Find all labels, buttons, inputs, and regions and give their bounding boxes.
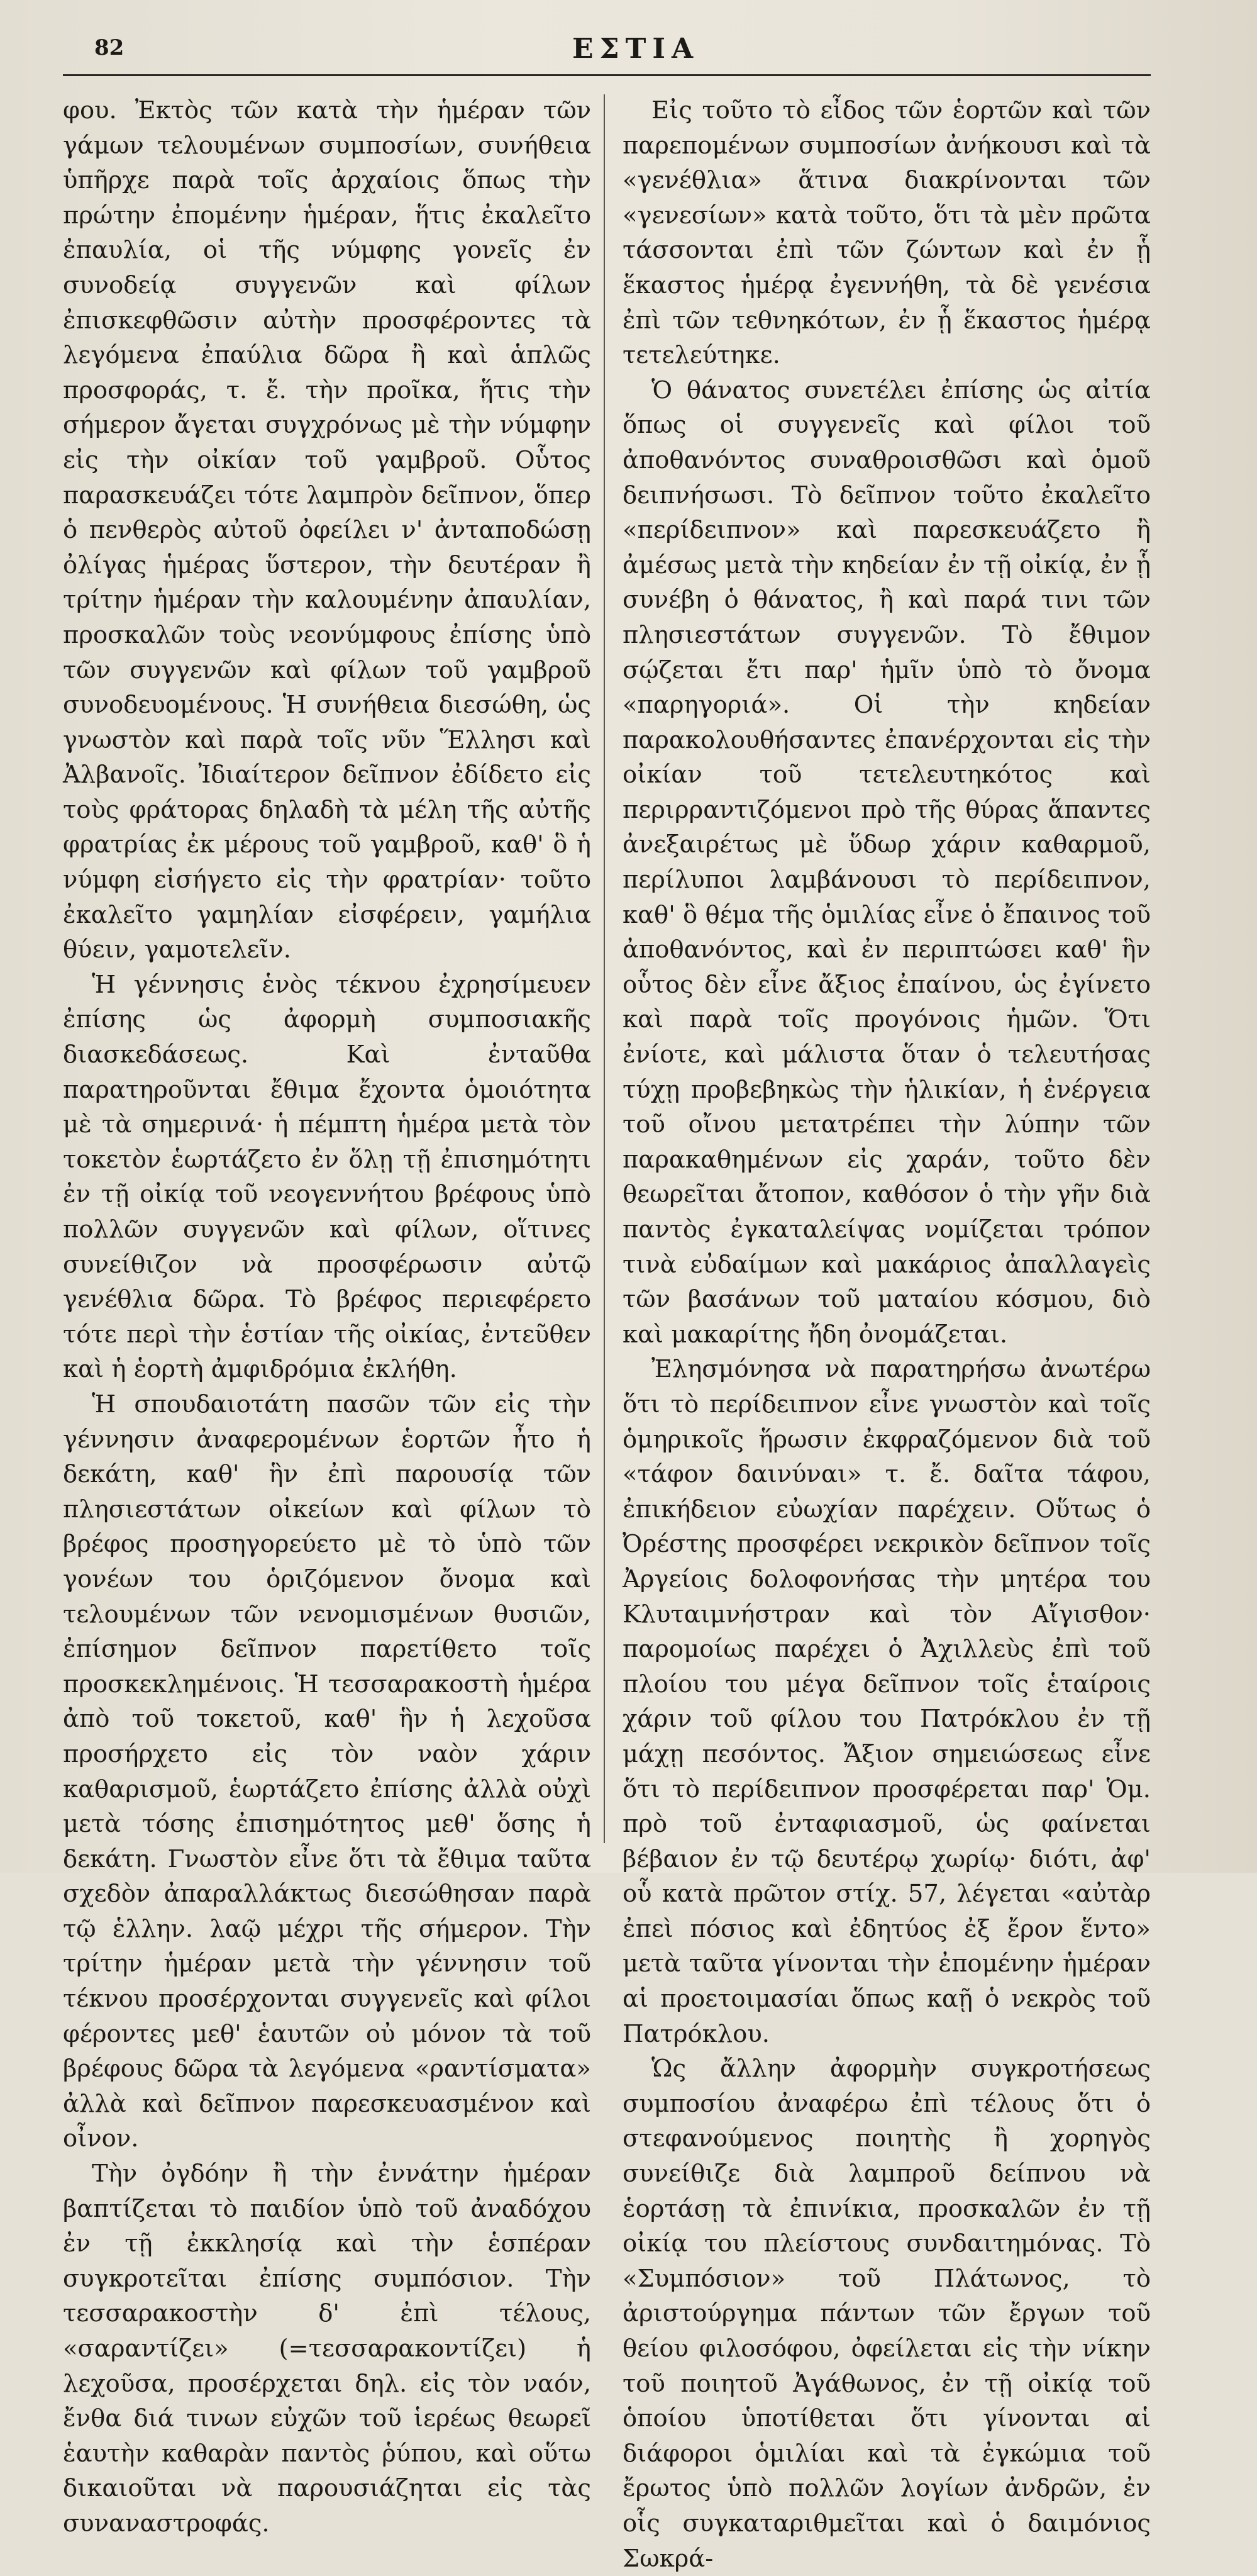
paragraph: Ὁ θάνατος συνετέλει ἐπίσης ὡς αἰτία ὅπως οἱ συγγενεῖς καὶ φίλοι τοῦ ἀποθανόντος συναθροισθῶσι καὶ ὁμοῦ δειπνήσωσι. Τὸ δεῖπνον τοῦτο ἐκαλεῖτο «περίδειπνον» καὶ παρεσκευάζετο ἢ ἀμέσως μετὰ τὴν κηδείαν ἐν τῇ οἰκίᾳ, ἐν ᾗ συνέβη ὁ θάνατος, ἢ καὶ παρά τινι τῶν πλησιεστάτων συγγενῶν. Τὸ ἔθιμον σῴζεται ἔτι παρ' ἡμῖν ὑπὸ τὸ ὄνομα «παρηγοριά». Οἱ τὴν κηδείαν παρακολουθήσαντες ἐπανέρχονται εἰς τὴν οἰκίαν τοῦ τετελευτηκότος καὶ περιρραντιζόμενοι πρὸ τῆς θύρας ἅπαντες ἀνεξαιρέτως μὲ ὕδωρ χάριν καθαρμοῦ, περίλυποι λαμβάνουσι τὸ περίδειπνον, καθ' ὃ θέμα τῆς ὁμιλίας εἶνε ὁ ἔπαινος τοῦ ἀποθανόντος, καὶ ἐν περιπτώσει καθ' ἣν οὗτος δὲν εἶνε ἄξιος ἐπαίνου, ὡς ἐγίνετο καὶ παρὰ τοῖς προγόνοις ἡμῶν. Ὅτι ἐνίοτε, καὶ μάλιστα ὅταν ὁ τελευτήσας τύχῃ προβεβηκὼς τὴν ἡλικίαν, ἡ ἐνέργεια τοῦ οἴνου μετατρέπει τὴν λύπην τῶν παρακαθημένων εἰς χαράν, τοῦτο δὲν θεωρεῖται ἄτοπον, καθόσον ὁ τὴν γῆν διὰ παντὸς ἐγκαταλείψας νομίζεται τρόπον τινὰ εὐδαίμων καὶ μακάριος ἀπαλλαγεὶς τῶν βασάνων τοῦ ματαίου κόσμου, διὸ καὶ μακαρίτης ἤδη ὀνομάζεται. [623, 376, 1151, 1349]
paragraph: Τὴν ὀγδόην ἢ τὴν ἐννάτην ἡμέραν βαπτίζεται τὸ παιδίον ὑπὸ τοῦ ἀναδόχου ἐν τῇ ἐκκλησίᾳ καὶ τὴν ἑσπέραν συγκροτεῖται ἐπίσης συμπόσιον. Τὴν τεσσαρακοστὴν δ' ἐπὶ τέλους, «σαραντίζει» (=τεσσαρακοντίζει) ἡ λεχοῦσα, προσέρχεται δηλ. εἰς τὸν ναόν, ἔνθα διά τινων εὐχῶν τοῦ ἱερέως θεωρεῖ ἑαυτὴν καθαρὰν παντὸς ῥύπου, καὶ οὕτω δικαιοῦται νὰ παρουσιάζηται εἰς τὰς συναναστροφάς. [63, 2160, 591, 2538]
paragraph: Εἰς τοῦτο τὸ εἶδος τῶν ἑορτῶν καὶ τῶν παρεπομένων συμποσίων ἀνήκουσι καὶ τὰ «γενέθλια» ἅτινα διακρίνονται τῶν «γενεσίων» κατὰ τοῦτο, ὅτι τὰ μὲν πρῶτα τάσσονται ἐπὶ τῶν ζώντων καὶ ἐν ᾗ ἕκαστος ἡμέρᾳ ἐγεννήθη, τὰ δὲ γενέσια ἐπὶ τῶν τεθνηκότων, ἐν ᾗ ἕκαστος ἡμέρᾳ τετελεύτηκε. [623, 96, 1151, 370]
paragraph: Ἐλησμόνησα νὰ παρατηρήσω ἀνωτέρω ὅτι τὸ περίδειπνον εἶνε γνωστὸν καὶ τοῖς ὁμηρικοῖς ἥρωσιν ἐκφραζόμενον διὰ τοῦ «τάφον δαινύναι» τ. ἔ. δαῖτα τάφου, ἐπικήδειον εὐωχίαν παρέχειν. Οὕτως ὁ Ὀρέστης προσφέρει νεκρικὸν δεῖπνον τοῖς Ἀργείοις δολοφονήσας τὴν μητέρα του Κλυταιμνήστραν καὶ τὸν Αἴγισθον· παρομοίως παρέχει ὁ Ἀχιλλεὺς ἐπὶ τοῦ πλοίου του μέγα δεῖπνον τοῖς ἑταίροις χάριν τοῦ φίλου του Πατρόκλου ἐν τῇ μάχῃ πεσόντος. Ἄξιον σημειώσεως εἶνε ὅτι τὸ περίδειπνον προσφέρεται παρ' Ὁμ. πρὸ τοῦ ἐνταφιασμοῦ, ὡς φαίνεται βέβαιον ἐν τῷ δευτέρῳ χωρίῳ· διότι, ἀφ' οὗ κατὰ πρῶτον στίχ. 57, λέγεται «αὐτὰρ ἐπεὶ πόσιος καὶ ἐδητύος ἐξ ἔρον ἕντο» μετὰ ταῦτα γίνονται τὴν ἐπομένην ἡμέραν αἱ προετοιμασίαι ὅπως καῇ ὁ νεκρὸς τοῦ Πατρόκλου. [623, 1355, 1151, 2048]
column-divider [604, 94, 605, 1843]
header-rule [63, 74, 1151, 76]
page-number: 82 [94, 35, 125, 60]
left-column [63, 93, 591, 2541]
right-column [623, 93, 1151, 2576]
paragraph: φου. Ἐκτὸς τῶν κατὰ τὴν ἡμέραν τῶν γάμων τελουμένων συμποσίων, συνήθεια ὑπῆρχε παρὰ τοῖς ἀρχαίοις ὅπως τὴν πρώτην ἐπομένην ἡμέραν, ἥτις ἐκαλεῖτο ἐπαυλία, οἱ τῆς νύμφης γονεῖς ἐν συνοδείᾳ συγγενῶν καὶ φίλων ἐπισκεφθῶσιν αὐτὴν προσφέροντες τὰ λεγόμενα ἐπαύλια δῶρα ἢ καὶ ἁπλῶς προσφοράς, τ. ἔ. τὴν προῖκα, ἥτις τὴν σήμερον ἄγεται συγχρόνως μὲ τὴν νύμφην εἰς τὴν οἰκίαν τοῦ γαμβροῦ. Οὗτος παρασκευάζει τότε λαμπρὸν δεῖπνον, ὅπερ ὁ πενθερὸς αὐτοῦ ὀφείλει ν' ἀνταποδώσῃ ὀλίγας ἡμέρας ὕστερον, τὴν δευτέραν ἢ τρίτην ἡμέραν τὴν καλουμένην ἀπαυλίαν, προσκαλῶν τοὺς νεονύμφους ἐπίσης ὑπὸ τῶν συγγενῶν καὶ φίλων τοῦ γαμβροῦ συνοδευομένους. Ἡ συνήθεια διεσώθη, ὡς γνωστὸν καὶ παρὰ τοῖς νῦν Ἕλλησι καὶ Ἀλβανοῖς. Ἰδιαίτερον δεῖπνον ἐδίδετο εἰς τοὺς φράτορας δηλαδὴ τὰ μέλη τῆς αὐτῆς φρατρίας ἐκ μέρους τοῦ γαμβροῦ, καθ' ὃ ἡ νύμφη εἰσήγετο εἰς τὴν φρατρίαν· τοῦτο ἐκαλεῖτο γαμηλίαν εἰσφέρειν, γαμήλια θύειν, γαμοτελεῖν. [63, 96, 591, 964]
paragraph: Ἡ γέννησις ἑνὸς τέκνου ἐχρησίμευεν ἐπίσης ὡς ἀφορμὴ συμποσιακῆς διασκεδάσεως. Καὶ ἐνταῦθα παρατηροῦνται ἔθιμα ἔχοντα ὁμοιότητα μὲ τὰ σημερινά· ἡ πέμπτη ἡμέρα μετὰ τὸν τοκετὸν ἑωρτάζετο ἐν ὅλῃ τῇ ἐπισημότητι ἐν τῇ οἰκίᾳ τοῦ νεογεννήτου βρέφους ὑπὸ πολλῶν συγγενῶν καὶ φίλων, οἵτινες συνείθιζον νὰ προσφέρωσιν αὐτῷ γενέθλια δῶρα. Τὸ βρέφος περιεφέρετο τότε περὶ τὴν ἑστίαν τῆς οἰκίας, ἐντεῦθεν καὶ ἡ ἑορτὴ ἀμφιδρόμια ἐκλήθη. [63, 970, 591, 1384]
running-title: ΕΣΤΙΑ [572, 33, 700, 65]
paragraph: Ὡς ἄλλην ἀφορμὴν συγκροτήσεως συμποσίου ἀναφέρω ἐπὶ τέλους ὅτι ὁ στεφανούμενος ποιητὴς ἢ χορηγὸς συνείθιζε διὰ λαμπροῦ δείπνου νὰ ἑορτάσῃ τὰ ἐπινίκια, προσκαλῶν ἐν τῇ οἰκίᾳ του πλείστους συνδαιτημόνας. Τὸ «Συμπόσιον» τοῦ Πλάτωνος, τὸ ἀριστούργημα πάντων τῶν ἔργων τοῦ θείου φιλοσόφου, ὀφείλεται εἰς τὴν νίκην τοῦ ποιητοῦ Ἀγάθωνος, ἐν τῇ οἰκίᾳ τοῦ ὁποίου ὑποτίθεται ὅτι γίνονται αἱ διάφοροι ὁμιλίαι καὶ τὰ ἐγκώμια τοῦ ἔρωτος ὑπὸ πολλῶν λογίων ἀνδρῶν, ἐν οἷς συγκαταριθμεῖται καὶ ὁ δαιμόνιος Σωκρά- [623, 2055, 1151, 2573]
paragraph: Ἡ σπουδαιοτάτη πασῶν τῶν εἰς τὴν γέννησιν ἀναφερομένων ἑορτῶν ἦτο ἡ δεκάτη, καθ' ἣν ἐπὶ παρουσίᾳ τῶν πλησιεστάτων οἰκείων καὶ φίλων τὸ βρέφος προσηγορεύετο μὲ τὸ ὑπὸ τῶν γονέων του ὁριζόμενον ὄνομα καὶ τελουμένων τῶν νενομισμένων θυσιῶν, ἐπίσημον δεῖπνον παρετίθετο τοῖς προσκεκλημένοις. Ἡ τεσσαρακοστὴ ἡμέρα ἀπὸ τοῦ τοκετοῦ, καθ' ἣν ἡ λεχοῦσα προσήρχετο εἰς τὸν ναὸν χάριν καθαρισμοῦ, ἑωρτάζετο ἐπίσης ἀλλὰ οὐχὶ μετὰ τόσης ἐπισημότητος μεθ' ὅσης ἡ δεκάτη. Γνωστὸν εἶνε ὅτι τὰ ἔθιμα ταῦτα σχεδὸν ἀπαραλλάκτως διεσώθησαν παρὰ τῷ ἑλλην. λαῷ μέχρι τῆς σήμερον. Τὴν τρίτην ἡμέραν μετὰ τὴν γέννησιν τοῦ τέκνου προσέρχονται συγγενεῖς καὶ φίλοι φέροντες μεθ' ἑαυτῶν οὐ μόνον τὰ τοῦ βρέφους δῶρα τὰ λεγόμενα «ραντίσματα» ἀλλὰ καὶ δεῖπνον παρεσκευασμένον καὶ οἶνον. [63, 1390, 591, 2153]
page-header [94, 25, 1151, 82]
